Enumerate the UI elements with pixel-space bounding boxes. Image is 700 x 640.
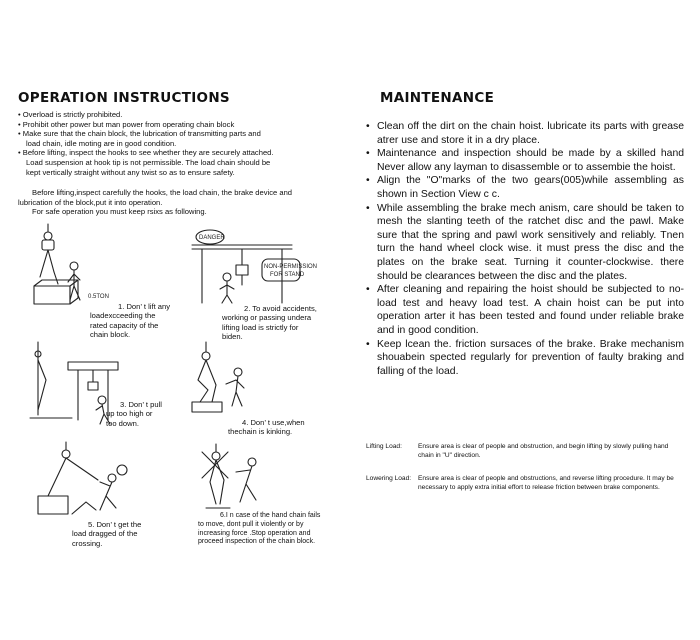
list-item: • After cleaning and repairing the hoist should be subjected to no-load test and heavy load test. A chain hoist can be put into operation arter it has been tested and found under reliable brake and in good condition. bbox=[366, 283, 684, 337]
list-item: • Align the "O"marks of the two gears(005)while assembling as shown in Section View c c. bbox=[366, 174, 684, 201]
caption-2: 2. To avoid accidents, working or passing undera lifting load is strictly for biden. bbox=[222, 304, 317, 342]
note-text: Ensure area is clear of people and obstruction, and begin lifting by slowly pulling hand chain in "U" direction. bbox=[418, 443, 669, 459]
caption-6: 6.I n case of the hand chain fails to move, dont pull it violently or by increasing force .Stop operation and proceed inspection of the chain block. bbox=[198, 512, 321, 546]
intro-line: For safe operation you must keep rsixs as following. bbox=[32, 207, 207, 217]
list-item: • While assembling the brake mech anism, care should be taken to mesh the slanting teeth of the ratchet disc and the pawl. Make sure that the spring and pawl work sensitively and reliably. Tnen turn the hand wheel clock wise. it must press the disc and the plates on the brake seat. Turning it counter-clockwise. there should be clearances between the disc and the plates. bbox=[366, 202, 684, 284]
maintenance-title: MAINTENANCE bbox=[380, 90, 495, 106]
note-label: Lowering Load: bbox=[366, 475, 412, 482]
under-load-illustration bbox=[182, 225, 318, 305]
maintenance-list bbox=[366, 120, 684, 378]
operation-intro bbox=[18, 188, 338, 217]
rule-line: • Make sure that the chain block, the lubrication of transmitting parts and bbox=[18, 129, 261, 139]
lowering-load-note bbox=[366, 474, 686, 492]
rule-line: • Overload is strictly prohibited. bbox=[18, 110, 123, 119]
svg-text:FOR STAND: FOR STAND bbox=[270, 272, 305, 278]
note-label: Lifting Load: bbox=[366, 443, 402, 450]
warning-sign: NON-PERMISSION bbox=[264, 264, 318, 270]
caption-5: 5. Don’ t get the load dragged of the crossing. bbox=[72, 520, 142, 548]
list-item: • Clean off the dirt on the chain hoist. lubricate its parts with grease atrer use and store it in a dry place. bbox=[366, 120, 684, 147]
lifting-load-note bbox=[366, 442, 686, 460]
list-item: • Maintenance and inspection should be made by a skilled hand Never allow any layman to disassemble or to assembie the hoist. bbox=[366, 147, 684, 174]
operation-title: OPERATION INSTRUCTIONS bbox=[18, 90, 230, 106]
danger-sign: DANGER bbox=[199, 235, 225, 241]
weight-label: 0.5TON bbox=[88, 294, 109, 300]
rule-line: Load suspension at hook tip is not permissible. The load chain should be bbox=[26, 157, 271, 167]
hand-chain-fails-illustration bbox=[196, 442, 286, 514]
rule-line: load chain, idle moting are in good condition. bbox=[26, 138, 177, 148]
weight-label-graphic bbox=[88, 290, 118, 300]
rule-line: kept vertically straight without any twist so as to ensure safety. bbox=[26, 167, 235, 177]
drag-load-illustration bbox=[36, 440, 146, 520]
note-text: Ensure area is clear of people and obstructions, and reverse lifting procedure. It may be necessary to apply extra initial effort to release friction between brake components. bbox=[418, 475, 674, 491]
chain-kinking-illustration bbox=[186, 340, 256, 420]
intro-line: Before lifting,inspect carefully the hooks, the load chain, the brake device and bbox=[32, 188, 293, 197]
operation-rules bbox=[18, 110, 338, 177]
intro-line: lubrication of the block,put it into operation. bbox=[18, 197, 163, 207]
caption-1: 1. Don’ t lift any loadexcceeding the rated capacity of the chain block. bbox=[90, 302, 171, 340]
caption-4: 4. Don’ t use,when thechain is kinking. bbox=[228, 418, 305, 437]
list-item: • Keep lcean the. friction sursaces of the brake. Brake mechanism shouabein spected regularly for prevention of faulty braking and falling of the load. bbox=[366, 338, 684, 379]
rule-line: • Prohibit other power but man power from operating chain block bbox=[18, 119, 235, 129]
rule-line: • Before lifting, inspect the hooks to see whether they are securely attached. bbox=[18, 148, 274, 158]
caption-3: 3. Don’ t pull up too high or too down. bbox=[106, 400, 162, 428]
